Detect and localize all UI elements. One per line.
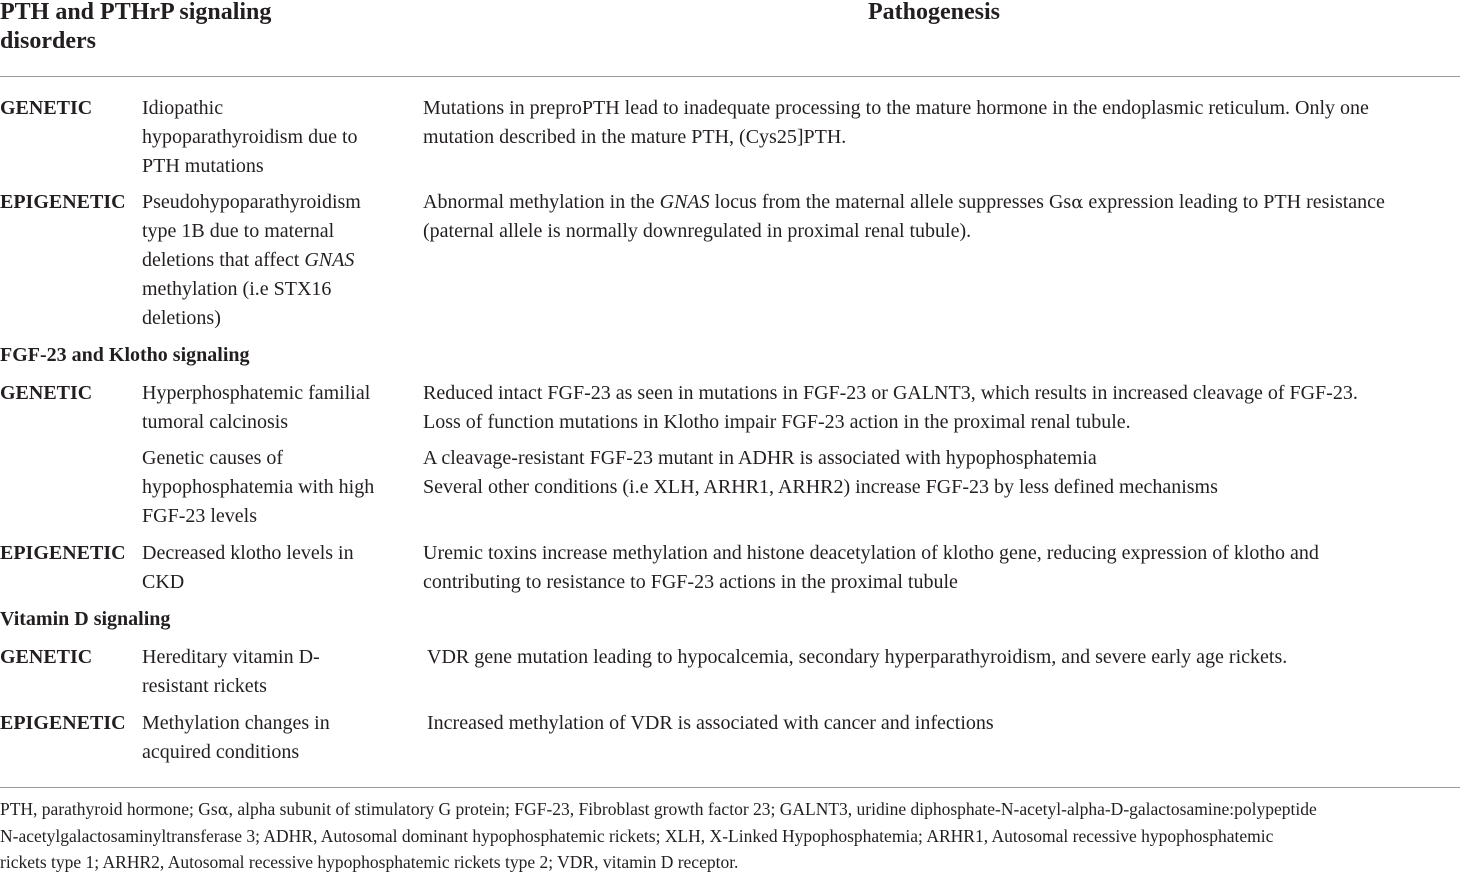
disorder-line bbox=[142, 246, 361, 275]
pathogenesis-line: Uremic toxins increase methylation and histone deacetylation of klotho gene, reducing expression of klotho and bbox=[423, 542, 1319, 564]
section-heading-vitamin-d: Vitamin D signaling bbox=[0, 608, 171, 630]
row-disorder bbox=[142, 379, 370, 437]
header-disorders-line: disorders bbox=[0, 28, 96, 54]
disorder-line: deletions) bbox=[142, 307, 221, 329]
gene-name: GNAS bbox=[659, 191, 710, 213]
row-pathogenesis bbox=[427, 643, 1287, 672]
disorder-line: Genetic causes of bbox=[142, 447, 284, 469]
gene-name: GNAS bbox=[304, 249, 355, 271]
disorder-line: CKD bbox=[142, 571, 185, 593]
footnote bbox=[0, 796, 1317, 875]
alpha-symbol: α bbox=[217, 800, 229, 819]
row-disorder bbox=[142, 444, 374, 531]
row-type-genetic: GENETIC bbox=[0, 646, 93, 668]
footnote-line: N-acetylgalactosaminyltransferase 3; ADHR, Autosomal dominant hypophosphatemic rickets; XLH, X-Linked Hypophosphatemia; ARHR1, Autosomal recessive hypophosphatemic bbox=[0, 826, 1274, 846]
header-pathogenesis: Pathogenesis bbox=[868, 0, 1000, 25]
disorder-line: PTH mutations bbox=[142, 155, 264, 177]
pathogenesis-text: locus from the maternal allele suppresses Gs bbox=[709, 191, 1072, 213]
pathogenesis-line: Several other conditions (i.e XLH, ARHR1, ARHR2) increase FGF-23 by less defined mechanisms bbox=[423, 476, 1218, 498]
row-disorder bbox=[142, 94, 358, 181]
disorder-line: Idiopathic bbox=[142, 97, 224, 119]
section-heading-fgf23: FGF-23 and Klotho signaling bbox=[0, 344, 250, 366]
pathogenesis-line: (paternal allele is normally downregulated in proximal renal tubule). bbox=[423, 220, 972, 242]
row-pathogenesis bbox=[423, 379, 1358, 437]
row-disorder bbox=[142, 539, 354, 597]
row-type-epigenetic: EPIGENETIC bbox=[0, 712, 126, 734]
disorder-line: Pseudohypoparathyroidism bbox=[142, 191, 361, 213]
disorder-line: FGF-23 levels bbox=[142, 505, 257, 527]
pathogenesis-line: Loss of function mutations in Klotho impair FGF-23 action in the proximal renal tubule. bbox=[423, 411, 1131, 433]
footnote-text: , alpha subunit of stimulatory G protein; FGF-23, Fibroblast growth factor 23; GALNT3, uridine diphosphate-N-acetyl-alpha-D-galactosamine:polypeptide bbox=[228, 799, 1317, 819]
pathogenesis-line: Mutations in preproPTH lead to inadequate processing to the mature hormone in the endoplasmic reticulum. Only one bbox=[423, 97, 1369, 119]
header-rule bbox=[0, 76, 1460, 77]
row-pathogenesis bbox=[423, 539, 1319, 597]
pathogenesis-text: Abnormal methylation in the bbox=[423, 191, 660, 213]
footnote-text: PTH, parathyroid hormone; Gs bbox=[0, 799, 218, 819]
pathogenesis-text: expression leading to PTH resistance bbox=[1083, 191, 1385, 213]
pathogenesis-line: VDR gene mutation leading to hypocalcemia, secondary hyperparathyroidism, and severe early age rickets. bbox=[427, 646, 1288, 668]
pathogenesis-line: Reduced intact FGF-23 as seen in mutations in FGF-23 or GALNT3, which results in increased cleavage of FGF-23. bbox=[423, 382, 1358, 404]
header-disorders-line: PTH and PTHrP signaling bbox=[0, 0, 272, 25]
footer-rule bbox=[0, 787, 1460, 788]
header-disorders bbox=[0, 0, 271, 56]
disorder-line: Decreased klotho levels in bbox=[142, 542, 354, 564]
row-type-genetic: GENETIC bbox=[0, 382, 93, 404]
row-disorder bbox=[142, 709, 330, 767]
disorder-line: methylation (i.e STX16 bbox=[142, 278, 332, 300]
row-pathogenesis bbox=[423, 444, 1218, 502]
disorder-line: hypophosphatemia with high bbox=[142, 476, 375, 498]
row-type-genetic: GENETIC bbox=[0, 97, 93, 119]
alpha-symbol: α bbox=[1071, 192, 1084, 213]
row-type-epigenetic: EPIGENETIC bbox=[0, 542, 126, 564]
row-disorder bbox=[142, 188, 361, 333]
pathogenesis-line: A cleavage-resistant FGF-23 mutant in ADHR is associated with hypophosphatemia bbox=[423, 447, 1097, 469]
footnote-line: rickets type 1; ARHR2, Autosomal recessive hypophosphatemic rickets type 2; VDR, vitamin D receptor. bbox=[0, 852, 739, 872]
pathogenesis-line: Increased methylation of VDR is associated with cancer and infections bbox=[427, 712, 994, 734]
disorder-text: deletions that affect bbox=[142, 249, 305, 271]
pathogenesis-line: mutation described in the mature PTH, (Cys25]PTH. bbox=[423, 126, 847, 148]
disorder-line: Methylation changes in bbox=[142, 712, 330, 734]
row-pathogenesis bbox=[423, 188, 1385, 246]
row-disorder bbox=[142, 643, 320, 701]
disorder-line: hypoparathyroidism due to bbox=[142, 126, 358, 148]
disorder-line: type 1B due to maternal bbox=[142, 220, 335, 242]
disorder-line: acquired conditions bbox=[142, 741, 300, 763]
pathogenesis-line: contributing to resistance to FGF-23 actions in the proximal tubule bbox=[423, 571, 958, 593]
disorder-line: Hereditary vitamin D- bbox=[142, 646, 320, 668]
row-type-epigenetic: EPIGENETIC bbox=[0, 191, 126, 213]
disorder-line: resistant rickets bbox=[142, 675, 267, 697]
pathogenesis-line bbox=[423, 188, 1385, 217]
disorder-line: Hyperphosphatemic familial bbox=[142, 382, 371, 404]
footnote-line bbox=[0, 796, 1317, 823]
row-pathogenesis bbox=[423, 94, 1369, 152]
row-pathogenesis bbox=[427, 709, 994, 738]
disorder-line: tumoral calcinosis bbox=[142, 411, 289, 433]
